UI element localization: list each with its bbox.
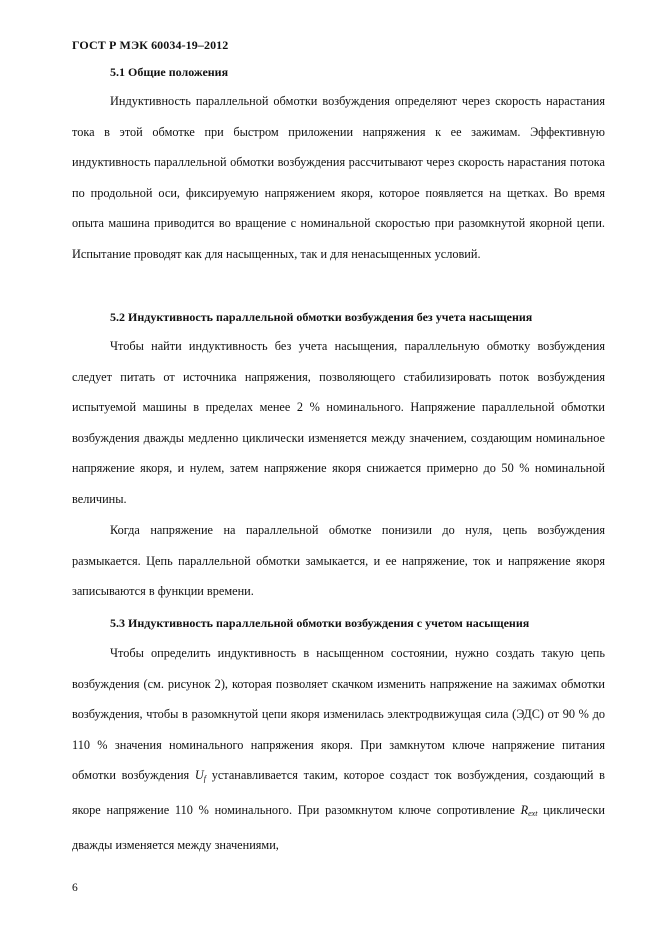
resistance-variable-subscript: ext [528,808,538,818]
paragraph-5-3-text-2: устанавливается таким, которое создаст ток возбуждения, создающий в якоре напряжение 110 % номинального. При разомкнутом ключе сопротивление [72,768,605,817]
voltage-variable-subscript: f [203,774,207,784]
page-number: 6 [72,882,78,894]
paragraph-5-3-text-3: циклически дважды изменяется между значениями, [72,802,605,852]
paragraph-5-3 [72,638,605,860]
section-heading-5-2: 5.2 Индуктивность параллельной обмотки возбуждения без учета насыщения [110,310,533,324]
voltage-variable-main: U [194,768,204,783]
resistance-variable [521,803,538,817]
standard-header: ГОСТ Р МЭК 60034-19–2012 [72,38,229,52]
section-heading-5-1: 5.1 Общие положения [110,65,229,79]
paragraph-5-3-text-1: Чтобы определить индуктивность в насыщенном состоянии, нужно создать такую цепь возбуждения (см. рисунок 2), которая позволяет скачком изменить напряжение на зажимах обмотки возбуждения, чтобы в разомкнутой цепи якоря изменилась электродвижущая сила (ЭДС) от 90 % до 110 % значения номинального напряжения якоря. При замкнутом ключе напряжение питания обмотки возбуждения [72,646,605,783]
paragraph-5-2-b: Когда напряжение на параллельной обмотке понизили до нуля, цепь возбуждения размыкается. Цепь параллельной обмотки замыкается, и ее напряжение, ток и напряжение якоря записываются в функции времени. [72,523,605,599]
section-heading-5-3: 5.3 Индуктивность параллельной обмотки возбуждения с учетом насыщения [110,616,530,630]
paragraph-5-2-a: Чтобы найти индуктивность без учета насыщения, параллельную обмотку возбуждения следует питать от источника напряжения, позволяющего стабилизировать поток возбуждения испытуемой машины в пределах менее 2 % номинального. Напряжение параллельной обмотки возбуждения дважды медленно циклически изменяется между значением, создающим номинальное напряжение якоря, и нулем, затем напряжение якоря снижается примерно до 50 % номинальной величины. [72,339,605,506]
voltage-variable [195,768,206,782]
resistance-variable-main: R [520,802,529,817]
paragraph-5-1: Индуктивность параллельной обмотки возбуждения определяют через скорость нарастания тока в этой обмотке при быстром приложении напряжения к ее зажимам. Эффективную индуктивность параллельной обмотки возбуждения рассчитывают через скорость нарастания потока по продольной оси, фиксируемую напряжением якоря, которое появляется на щетках. Во время опыта машина приводится во вращение с номинальной скоростью при разомкнутой якорной цепи. Испытание проводят как для насыщенных, так и для ненасыщенных условий. [72,94,605,261]
